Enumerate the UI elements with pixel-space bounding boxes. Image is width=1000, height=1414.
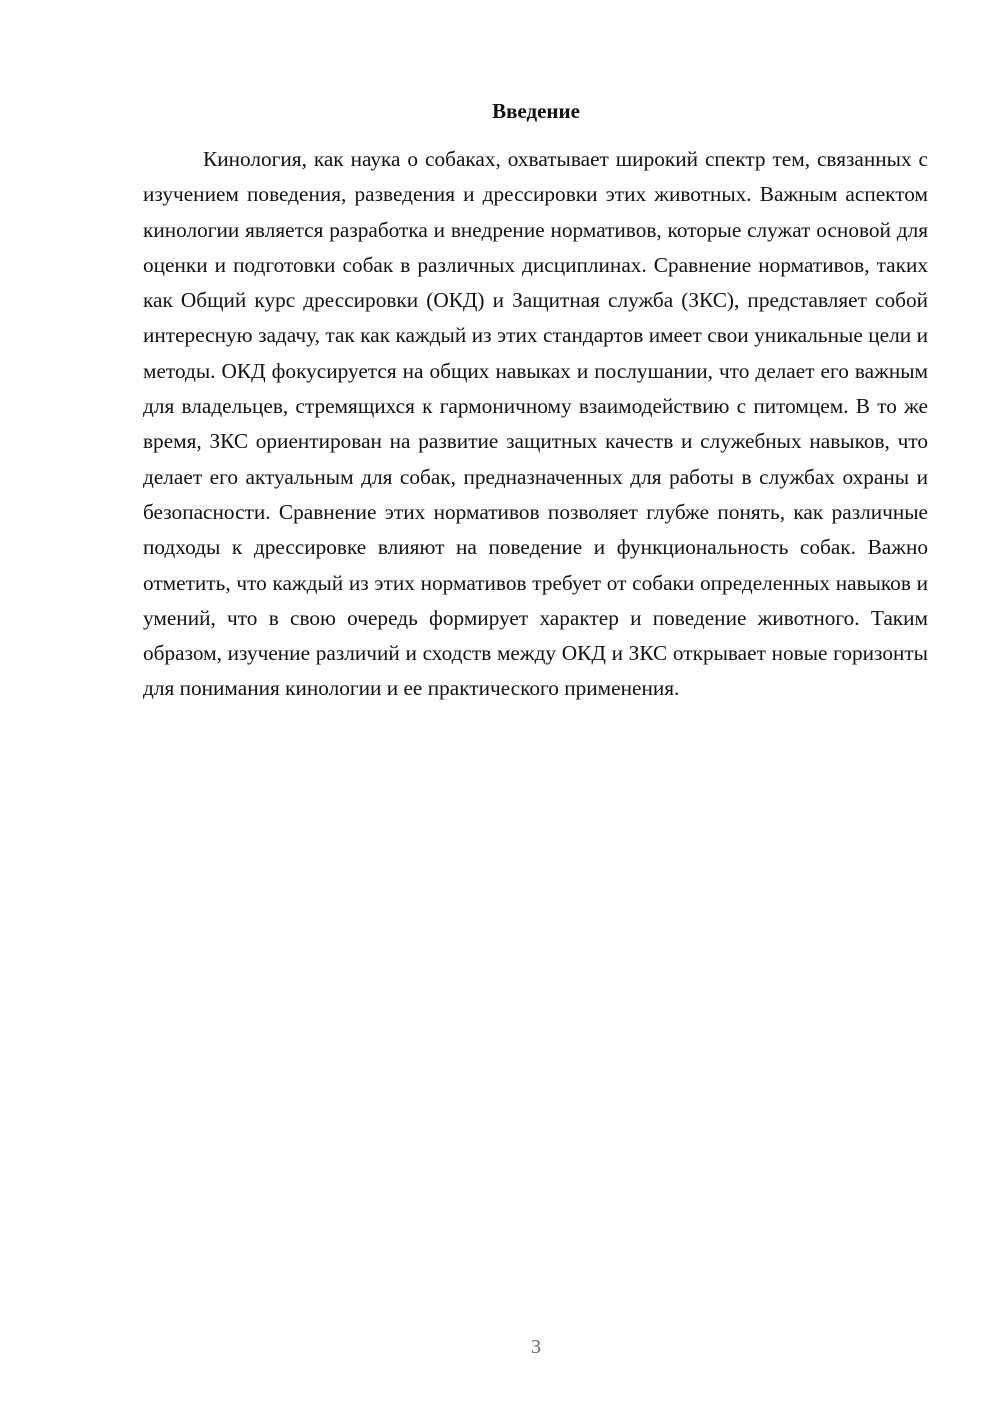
introduction-paragraph: Кинология, как наука о собаках, охватывает широкий спектр тем, связанных с изучением поведения, разведения и дрессировки этих животных. Важным аспектом кинологии является разработка и внедрение нормативов, которые служат основой для оценки и подготовки собак в различных дисциплинах. Сравнение нормативов, таких как Общий курс дрессировки (ОКД) и Защитная служба (ЗКС), представляет собой интересную задачу, так как каждый из этих стандартов имеет свои уникальные цели и методы. ОКД фокусируется на общих навыках и послушании, что делает его важным для владельцев, стремящихся к гармоничному взаимодействию с питомцем. В то же время, ЗКС ориентирован на развитие защитных качеств и служебных навыков, что делает его актуальным для собак, предназначенных для работы в службах охраны и безопасности. Сравнение этих нормативов позволяет глубже понять, как различные подходы к дрессировке влияют на поведение и функциональность собак. Важно отметить, что каждый из этих нормативов требует от собаки определенных навыков и умений, что в свою очередь формирует характер и поведение животного. Таким образом, изучение различий и сходств между ОКД и ЗКС открывает новые горизонты для понимания кинологии и ее практического применения. bbox=[143, 147, 928, 701]
page-number: 3 bbox=[531, 1336, 541, 1358]
section-heading: Введение bbox=[492, 99, 580, 123]
